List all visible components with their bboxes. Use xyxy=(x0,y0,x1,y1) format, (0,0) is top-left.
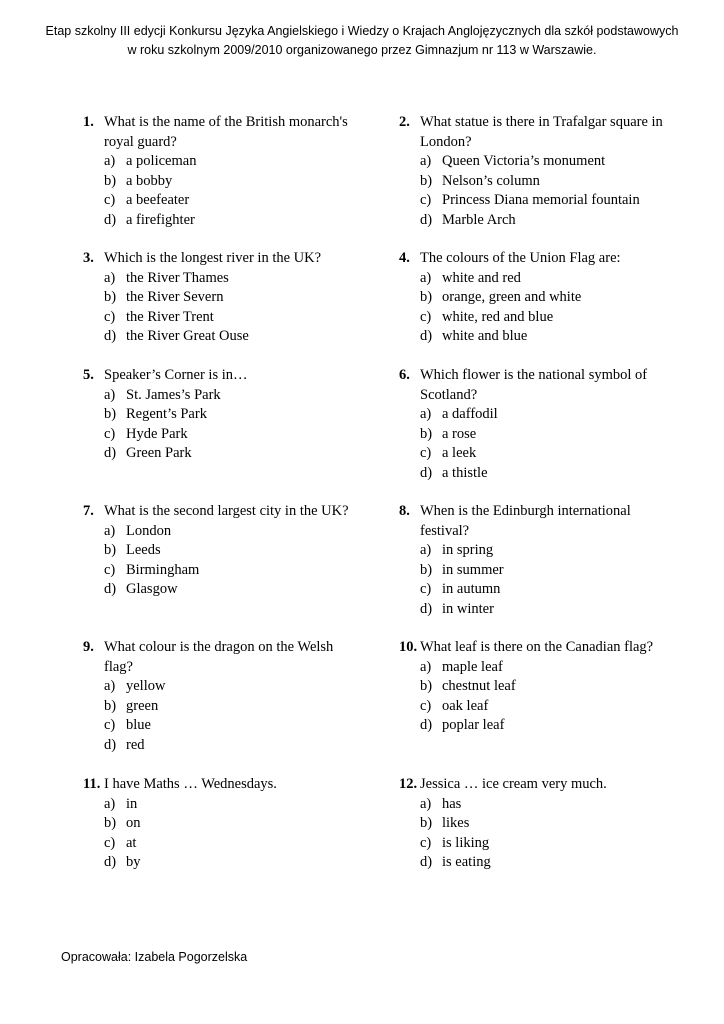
option-c: c) white, red and blue xyxy=(420,308,554,325)
question-number: 10. xyxy=(399,639,418,655)
option-d: d) is eating xyxy=(420,854,491,871)
question-10 xyxy=(399,638,689,736)
option-b: b) a rose xyxy=(420,425,477,442)
question-text: What leaf is there on the Canadian flag? xyxy=(420,639,654,655)
option-b: b) a bobby xyxy=(104,172,173,189)
option-b: b) Leeds xyxy=(104,542,161,559)
option-d: d) Marble Arch xyxy=(420,211,516,228)
question-number: 7. xyxy=(83,503,94,519)
question-text: Speaker’s Corner is in… xyxy=(104,367,248,383)
option-d: d) poplar leaf xyxy=(420,717,505,734)
option-a: a) has xyxy=(420,795,462,812)
question-11 xyxy=(83,775,363,873)
option-c: c) Hyde Park xyxy=(104,425,188,442)
option-b: b) Nelson’s column xyxy=(420,172,540,189)
question-text: What statue is there in Trafalgar square in London? xyxy=(420,114,663,150)
question-text: Which is the longest river in the UK? xyxy=(104,250,322,266)
option-a: a) in spring xyxy=(420,542,494,559)
question-text: What is the name of the British monarch's royal guard? xyxy=(104,114,348,150)
option-b: b) the River Severn xyxy=(104,289,224,306)
question-9 xyxy=(83,638,363,756)
option-b: b) green xyxy=(104,697,159,714)
question-1 xyxy=(83,113,363,231)
question-number: 11. xyxy=(83,776,101,792)
option-b: b) chestnut leaf xyxy=(420,678,516,695)
option-a: a) in xyxy=(104,795,138,812)
question-text: The colours of the Union Flag are: xyxy=(420,250,621,266)
option-d: d) red xyxy=(104,736,145,753)
option-c: c) a leek xyxy=(420,445,477,462)
option-c: c) oak leaf xyxy=(420,697,489,714)
option-a: a) Queen Victoria’s monument xyxy=(420,153,606,170)
option-a: a) maple leaf xyxy=(420,658,503,675)
option-c: c) Birmingham xyxy=(104,561,200,578)
question-12 xyxy=(399,775,679,873)
document-header xyxy=(0,22,724,60)
option-d: d) white and blue xyxy=(420,328,528,345)
option-a: a) the River Thames xyxy=(104,269,229,286)
question-number: 6. xyxy=(399,367,410,383)
option-d: d) in winter xyxy=(420,600,494,617)
question-5 xyxy=(83,366,363,464)
question-text: Which flower is the national symbol of Scotland? xyxy=(420,367,648,403)
option-a: a) white and red xyxy=(420,269,521,286)
option-c: c) blue xyxy=(104,717,151,734)
question-4 xyxy=(399,249,679,347)
question-number: 1. xyxy=(83,114,94,130)
question-number: 5. xyxy=(83,367,94,383)
option-b: b) on xyxy=(104,815,141,832)
option-b: b) likes xyxy=(420,815,470,832)
question-3 xyxy=(83,249,363,347)
question-number: 12. xyxy=(399,776,418,792)
option-a: a) a daffodil xyxy=(420,406,498,423)
question-number: 9. xyxy=(83,639,94,655)
option-a: a) a policeman xyxy=(104,153,197,170)
option-b: b) orange, green and white xyxy=(420,289,582,306)
question-number: 3. xyxy=(83,250,94,266)
option-a: a) London xyxy=(104,522,172,539)
option-c: c) the River Trent xyxy=(104,308,214,325)
option-d: d) Glasgow xyxy=(104,581,178,598)
author-footer: Opracowała: Izabela Pogorzelska xyxy=(61,950,248,964)
question-text: What is the second largest city in the UK? xyxy=(104,503,349,519)
option-c: c) Princess Diana memorial fountain xyxy=(420,192,640,209)
option-c: c) at xyxy=(104,834,137,851)
option-b: b) Regent’s Park xyxy=(104,406,207,423)
question-8 xyxy=(399,502,679,620)
option-a: a) St. James’s Park xyxy=(104,386,221,403)
question-text: I have Maths … Wednesdays. xyxy=(104,776,277,792)
option-d: d) the River Great Ouse xyxy=(104,328,249,345)
option-c: c) in autumn xyxy=(420,581,501,598)
question-number: 2. xyxy=(399,114,410,130)
option-d: d) by xyxy=(104,854,141,871)
question-6 xyxy=(399,366,679,484)
option-a: a) yellow xyxy=(104,678,166,695)
option-d: d) a thistle xyxy=(420,464,488,481)
option-c: c) is liking xyxy=(420,834,490,851)
option-d: d) Green Park xyxy=(104,445,192,462)
question-text: Jessica … ice cream very much. xyxy=(420,776,607,792)
header-line-2: w roku szkolnym 2009/2010 organizowanego przez Gimnazjum nr 113 w Warszawie. xyxy=(127,43,597,57)
option-b: b) in summer xyxy=(420,561,504,578)
question-7 xyxy=(83,502,363,600)
question-number: 4. xyxy=(399,250,410,266)
question-text: What colour is the dragon on the Welsh flag? xyxy=(104,639,334,675)
header-line-1: Etap szkolny III edycji Konkursu Języka Angielskiego i Wiedzy o Krajach Anglojęzycznych dla szkół podstawowych xyxy=(45,24,679,38)
question-2 xyxy=(399,113,679,231)
option-c: c) a beefeater xyxy=(104,192,190,209)
option-d: d) a firefighter xyxy=(104,211,195,228)
question-text: When is the Edinburgh international festival? xyxy=(420,503,631,539)
question-number: 8. xyxy=(399,503,410,519)
